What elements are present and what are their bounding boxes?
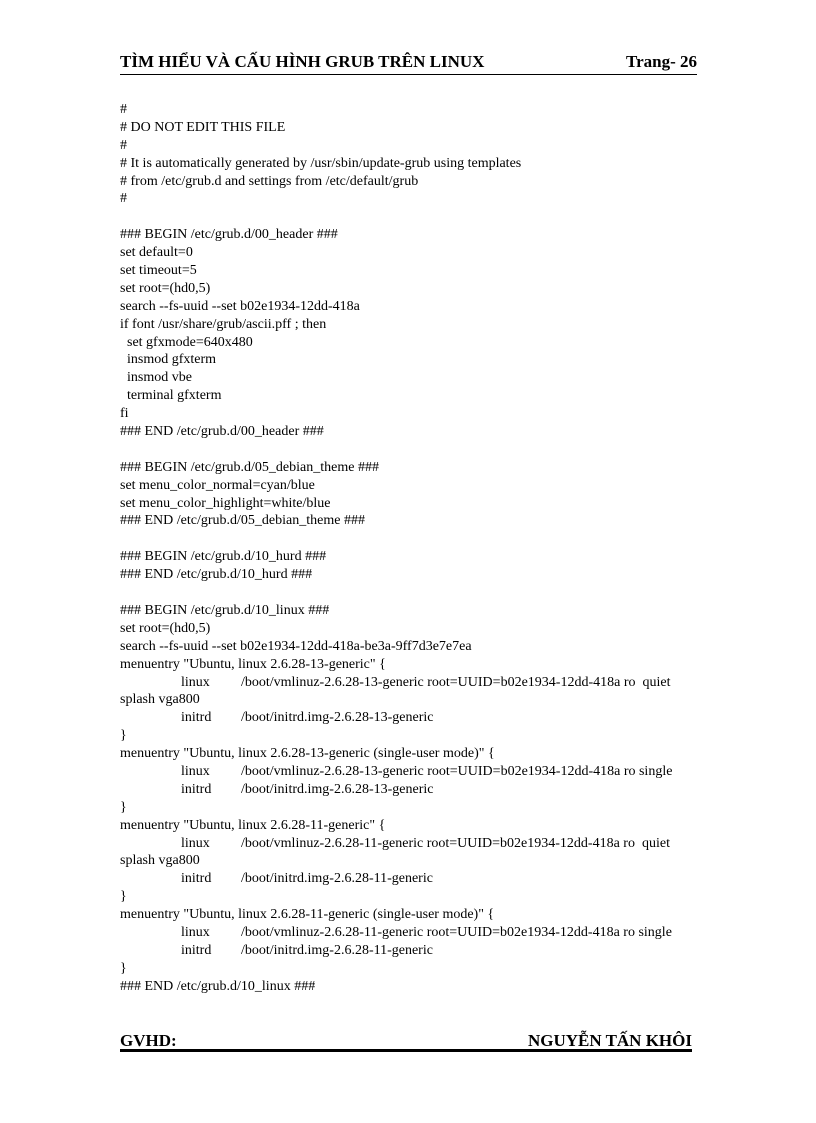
code-line: ### END /etc/grub.d/05_debian_theme ### (120, 513, 365, 529)
initrd-path: /boot/initrd.img-2.6.28-13-generic (241, 710, 434, 726)
grub-config-listing (120, 101, 710, 996)
code-line: search --fs-uuid --set b02e1934-12dd-418a (120, 298, 360, 314)
initrd-path: /boot/initrd.img-2.6.28-11-generic (241, 942, 433, 958)
code-line: ### END /etc/grub.d/00_header ### (120, 424, 324, 440)
code-line (120, 441, 710, 459)
initrd-line (120, 942, 710, 960)
code-line: set root=(hd0,5) (120, 280, 211, 296)
kernel-arguments: /boot/vmlinuz-2.6.28-13-generic root=UUID=b02e1934-12dd-418a ro single (241, 763, 673, 779)
kernel-line (120, 674, 710, 692)
code-line: if font /usr/share/grub/ascii.pff ; then (120, 316, 327, 332)
kernel-arguments-wrap: splash vga800 (120, 853, 200, 869)
code-line: insmod gfxterm (120, 352, 217, 368)
kernel-arguments: /boot/vmlinuz-2.6.28-13-generic root=UUID=b02e1934-12dd-418a ro quiet (241, 674, 671, 690)
code-line: menuentry "Ubuntu, linux 2.6.28-11-generic" { (120, 817, 386, 833)
menuentry-close: } (120, 889, 127, 905)
code-line: set timeout=5 (120, 263, 197, 279)
code-line: # DO NOT EDIT THIS FILE (120, 119, 286, 135)
code-line: menuentry "Ubuntu, linux 2.6.28-13-generic (single-user mode)" { (120, 746, 495, 762)
initrd-command: initrd (181, 710, 212, 726)
code-line (120, 530, 710, 548)
kernel-line (120, 763, 710, 781)
code-line: ### BEGIN /etc/grub.d/10_hurd ### (120, 549, 327, 565)
menuentry-close: } (120, 960, 127, 976)
code-line: terminal gfxterm (120, 388, 222, 404)
code-line: # It is automatically generated by /usr/sbin/update-grub using templates (120, 155, 522, 171)
code-line: # from /etc/grub.d and settings from /etc/default/grub (120, 173, 419, 189)
document-title: TÌM HIỂU VÀ CẤU HÌNH GRUB TRÊN LINUX (120, 52, 485, 71)
initrd-path: /boot/initrd.img-2.6.28-13-generic (241, 781, 434, 797)
kernel-command: linux (181, 835, 210, 851)
kernel-arguments-wrap: splash vga800 (120, 692, 200, 708)
code-line: set menu_color_normal=cyan/blue (120, 477, 315, 493)
initrd-command: initrd (181, 871, 212, 887)
code-line: ### BEGIN /etc/grub.d/00_header ### (120, 227, 338, 243)
page-number: Trang- 26 (626, 52, 697, 71)
initrd-command: initrd (181, 942, 212, 958)
code-line: set root=(hd0,5) (120, 620, 211, 636)
kernel-line (120, 835, 710, 853)
code-line (120, 584, 710, 602)
code-line: ### END /etc/grub.d/10_hurd ### (120, 567, 313, 583)
code-line: ### BEGIN /etc/grub.d/10_linux ### (120, 602, 330, 618)
code-line: # (120, 102, 127, 117)
code-line: insmod vbe (120, 370, 192, 386)
code-line (120, 208, 710, 226)
kernel-line (120, 924, 710, 942)
kernel-command: linux (181, 674, 210, 690)
kernel-arguments: /boot/vmlinuz-2.6.28-11-generic root=UUID=b02e1934-12dd-418a ro quiet (241, 835, 670, 851)
initrd-command: initrd (181, 781, 212, 797)
kernel-command: linux (181, 924, 210, 940)
code-line: set default=0 (120, 245, 193, 261)
initrd-line (120, 709, 710, 727)
menuentry-close: } (120, 799, 127, 815)
page-header (120, 50, 697, 75)
code-line: ### BEGIN /etc/grub.d/05_debian_theme ### (120, 459, 379, 475)
code-line: search --fs-uuid --set b02e1934-12dd-418a-be3a-9ff7d3e7e7ea (120, 638, 472, 654)
kernel-command: linux (181, 763, 210, 779)
code-line: menuentry "Ubuntu, linux 2.6.28-13-generic" { (120, 656, 386, 672)
initrd-path: /boot/initrd.img-2.6.28-11-generic (241, 871, 433, 887)
code-line: menuentry "Ubuntu, linux 2.6.28-11-generic (single-user mode)" { (120, 907, 495, 923)
page-footer (120, 1029, 692, 1052)
code-line: fi (120, 406, 129, 422)
code-line: ### END /etc/grub.d/10_linux ### (120, 978, 316, 994)
code-line: # (120, 191, 127, 207)
code-line: # (120, 137, 127, 153)
code-line: set gfxmode=640x480 (120, 334, 253, 350)
initrd-line (120, 870, 710, 888)
menuentry-close: } (120, 728, 127, 744)
kernel-arguments: /boot/vmlinuz-2.6.28-11-generic root=UUID=b02e1934-12dd-418a ro single (241, 924, 672, 940)
initrd-line (120, 781, 710, 799)
footer-author-name: NGUYỄN TẤN KHÔI (527, 1031, 692, 1050)
footer-instructor-label: GVHD: (120, 1031, 177, 1050)
code-line: set menu_color_highlight=white/blue (120, 495, 331, 511)
